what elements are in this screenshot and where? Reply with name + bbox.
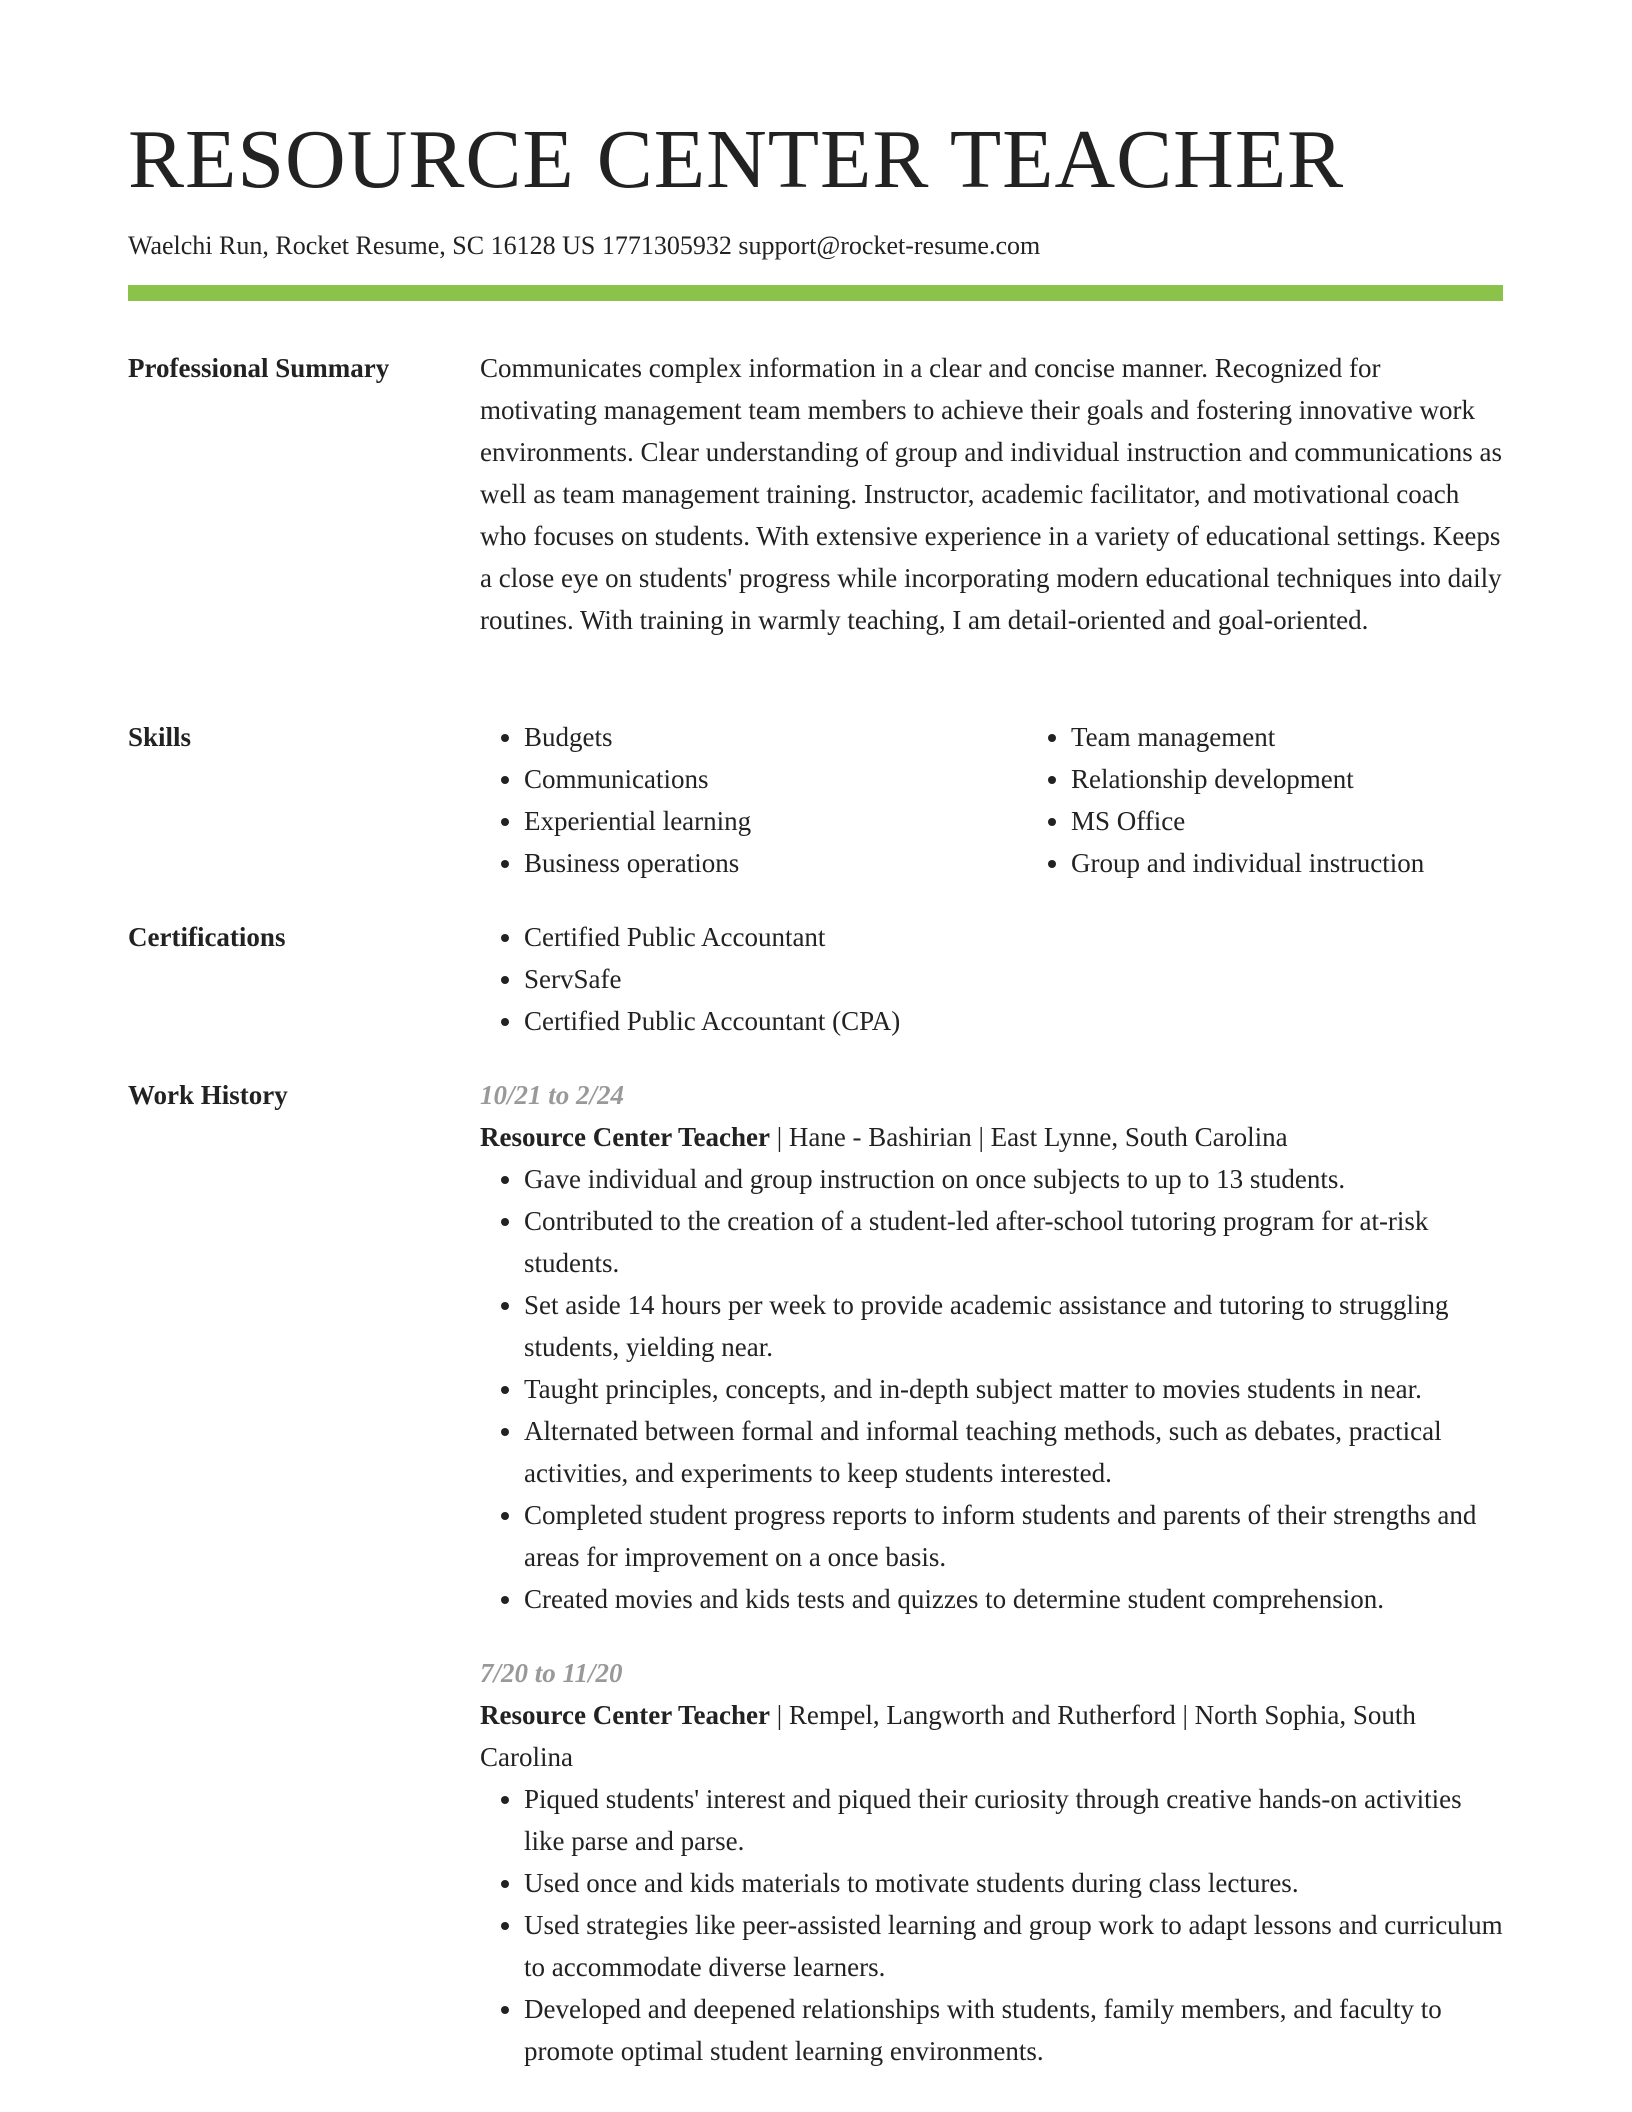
candidate-name: RESOURCE CENTER TEACHER xyxy=(128,113,1345,206)
resume-header xyxy=(128,113,1503,261)
skill-item: • Budgets xyxy=(524,716,1027,758)
certifications-heading: Certifications xyxy=(128,922,286,952)
job-bullet: • Piqued students' interest and piqued their curiosity through creative hands-on activities like parse and parse. xyxy=(524,1778,1503,1862)
contact-address: Waelchi Run, Rocket Resume, SC 16128 US xyxy=(128,231,602,260)
job-bullet: • Used strategies like peer-assisted learning and group work to adapt lessons and curriculum to accommodate diverse learners. xyxy=(524,1904,1503,1988)
header-divider xyxy=(128,285,1503,301)
job-bullet: • Developed and deepened relationships with students, family members, and faculty to promote optimal student learning environments. xyxy=(524,1988,1503,2072)
job-title: Resource Center Teacher xyxy=(480,1122,770,1152)
job-bullet: • Gave individual and group instruction on once subjects to up to 13 students. xyxy=(524,1158,1503,1200)
skills-list-right xyxy=(1027,716,1574,884)
job-bullet: • Taught principles, concepts, and in-depth subject matter to movies students in near. xyxy=(524,1368,1503,1410)
work-history-section xyxy=(128,1074,1503,2072)
job-employer-location: | Hane - Bashirian | East Lynne, South Carolina xyxy=(769,1122,1288,1152)
job-entry xyxy=(480,1074,1503,1620)
summary-text: Communicates complex information in a clear and concise manner. Recognized for motivating management team members to achieve their goals and fostering innovative work environments. Clear understanding of group and individual instruction and communications as well as team management training. Instructor, academic facilitator, and motivational coach who focuses on students. With extensive experience in a variety of educational settings. Keeps a close eye on students' progress while incorporating modern educational techniques into daily routines. With training in warmly teaching, I am detail-oriented and goal-oriented. xyxy=(480,353,1503,635)
skill-item: • Team management xyxy=(1071,716,1574,758)
job-employer-location: | Rempel, Langworth and Rutherford | North Sophia, South Carolina xyxy=(480,1700,1416,1772)
skill-item: • Business operations xyxy=(524,842,1027,884)
skill-item: • Group and individual instruction xyxy=(1071,842,1574,884)
job-bullets xyxy=(480,1778,1503,2072)
contact-email: support@rocket-resume.com xyxy=(738,231,1041,260)
job-title: Resource Center Teacher xyxy=(480,1700,770,1730)
job-bullet: • Set aside 14 hours per week to provide academic assistance and tutoring to struggling students, yielding near. xyxy=(524,1284,1503,1368)
job-bullet: • Completed student progress reports to inform students and parents of their strengths and areas for improvement on a once basis. xyxy=(524,1494,1503,1578)
contact-phone: 1771305932 xyxy=(601,231,739,260)
job-bullet: • Created movies and kids tests and quizzes to determine student comprehension. xyxy=(524,1578,1503,1620)
job-title-line xyxy=(480,1116,1503,1158)
skill-item: • MS Office xyxy=(1071,800,1574,842)
certification-item: • Certified Public Accountant (CPA) xyxy=(524,1000,1503,1042)
skill-item: • Communications xyxy=(524,758,1027,800)
summary-section xyxy=(128,347,1503,641)
skills-list-left xyxy=(480,716,1027,884)
job-bullet: • Used once and kids materials to motivate students during class lectures. xyxy=(524,1862,1503,1904)
job-bullets xyxy=(480,1158,1503,1620)
summary-heading: Professional Summary xyxy=(128,353,390,383)
skill-item: • Relationship development xyxy=(1071,758,1574,800)
skills-section xyxy=(128,716,1503,884)
job-title-line xyxy=(480,1694,1503,1778)
certifications-section xyxy=(128,916,1503,1042)
job-dates: 7/20 to 11/20 xyxy=(480,1658,623,1688)
certifications-list xyxy=(480,916,1503,1042)
contact-line xyxy=(128,230,1503,261)
job-bullet: • Alternated between formal and informal teaching methods, such as debates, practical activities, and experiments to keep students interested. xyxy=(524,1410,1503,1494)
skill-item: • Experiential learning xyxy=(524,800,1027,842)
skills-heading: Skills xyxy=(128,722,192,752)
job-bullet: • Contributed to the creation of a student-led after-school tutoring program for at-risk students. xyxy=(524,1200,1503,1284)
job-entry xyxy=(480,1652,1503,2072)
job-dates: 10/21 to 2/24 xyxy=(480,1080,625,1110)
work-history-heading: Work History xyxy=(128,1080,288,1110)
certification-item: • Certified Public Accountant xyxy=(524,916,1503,958)
certification-item: • ServSafe xyxy=(524,958,1503,1000)
